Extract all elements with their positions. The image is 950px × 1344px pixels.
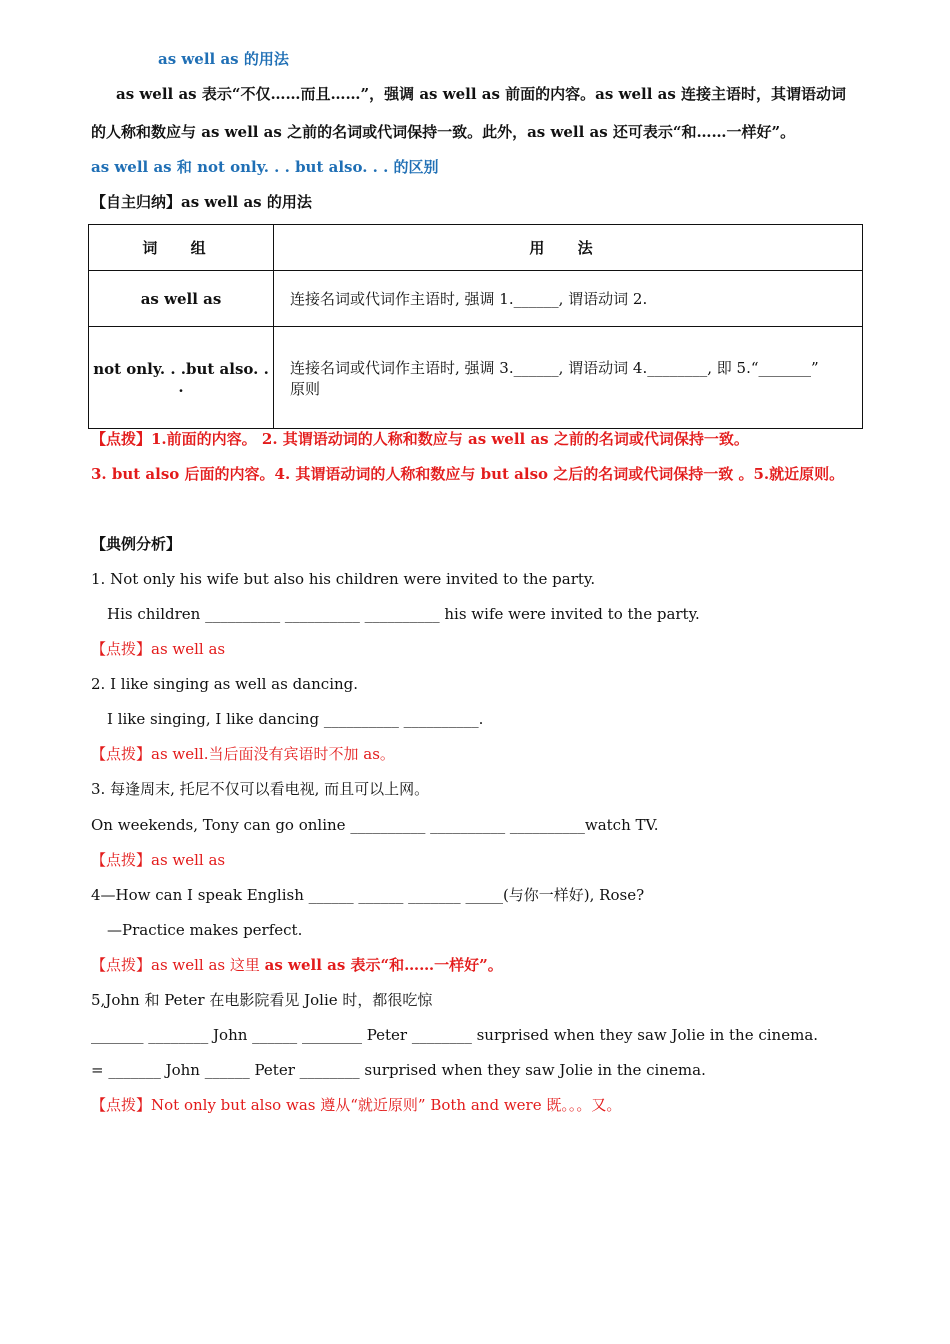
header-usage-label: 用 法: [529, 239, 607, 257]
phrase-cell-not-only: not only. . .but also. . .: [89, 327, 274, 429]
heading-summary: 【自主归纳】as well as 的用法: [91, 193, 312, 211]
example-2-question: 2. I like singing as well as dancing.: [91, 675, 359, 693]
example-5-blank-2: = _______ John ______ Peter ________ surprised when they saw Jolie in the cinema.: [91, 1061, 706, 1079]
usage-table: [88, 224, 863, 429]
example-4-answer: —Practice makes perfect.: [107, 921, 303, 939]
intro-line-1: as well as 表示“不仅……而且……”，强调 as well as 前面的内容。as well as 连接主语时，其谓语动词: [116, 85, 847, 103]
example-2-tip: 【点拨】as well.当后面没有宾语时不加 as。: [91, 745, 395, 763]
example-1-question: 1. Not only his wife but also his children were invited to the party.: [91, 570, 596, 588]
example-4-question: 4—How can I speak English ______ ______ _______ _____(与你一样好), Rose?: [91, 886, 645, 904]
phrase-cell-as-well-as: as well as: [89, 271, 274, 327]
table-header-row: [89, 225, 863, 271]
tip-line-1: 【点拨】1.前面的内容。 2. 其谓语动词的人称和数应与 as well as 之前的名词或代词保持一致。: [91, 430, 749, 448]
example-4-tip: [91, 955, 503, 975]
header-phrase-label: 词 组: [142, 239, 220, 257]
heading-as-well-as-usage: as well as 的用法: [158, 50, 289, 68]
example-5-blank-1: _______ ________ John ______ ________ Peter ________ surprised when they saw Jolie in the cinema.: [91, 1026, 819, 1044]
example-3-tip: 【点拨】as well as: [91, 851, 226, 869]
usage-line-1: 连接名词或代词作主语时, 强调 3.______, 谓语动词 4.________, 即 5.“_______”: [290, 358, 819, 377]
usage-cell-not-only: [274, 327, 863, 429]
example-3-question: 3. 每逢周末, 托尼不仅可以看电视, 而且可以上网。: [91, 780, 430, 798]
example-3-blank: On weekends, Tony can go online __________ __________ __________watch TV.: [91, 816, 659, 834]
header-usage-cell: [274, 225, 863, 271]
header-phrase-cell: [89, 225, 274, 271]
usage-cell-as-well-as: 连接名词或代词作主语时, 强调 1.______, 谓语动词 2.: [274, 271, 863, 327]
heading-difference: as well as 和 not only. . . but also. . . 的区别: [91, 158, 439, 176]
intro-line-2: 的人称和数应与 as well as 之前的名词或代词保持一致。此外，as well as 还可表示“和……一样好”。: [91, 123, 796, 141]
example-4-tip-b: as well as 表示“和……一样好”。: [264, 956, 503, 974]
example-5-tip: 【点拨】Not only but also was 遵从“就近原则” Both and were 既。。。又。: [91, 1096, 622, 1114]
example-2-blank: I like singing, I like dancing __________ __________.: [107, 710, 484, 728]
table-row: [89, 327, 863, 429]
example-1-blank: His children __________ __________ __________ his wife were invited to the party.: [107, 605, 700, 623]
table-row: [89, 271, 863, 327]
tip-line-2: 3. but also 后面的内容。4. 其谓语动词的人称和数应与 but also 之后的名词或代词保持一致 。5.就近原则。: [91, 465, 845, 483]
example-1-tip: 【点拨】as well as: [91, 640, 226, 658]
example-5-question: 5,John 和 Peter 在电影院看见 Jolie 时，都很吃惊: [91, 991, 433, 1009]
examples-heading: 【典例分析】: [91, 535, 182, 553]
example-4-tip-a: 【点拨】as well as 这里: [91, 956, 265, 974]
usage-line-2: 原则: [290, 379, 321, 398]
